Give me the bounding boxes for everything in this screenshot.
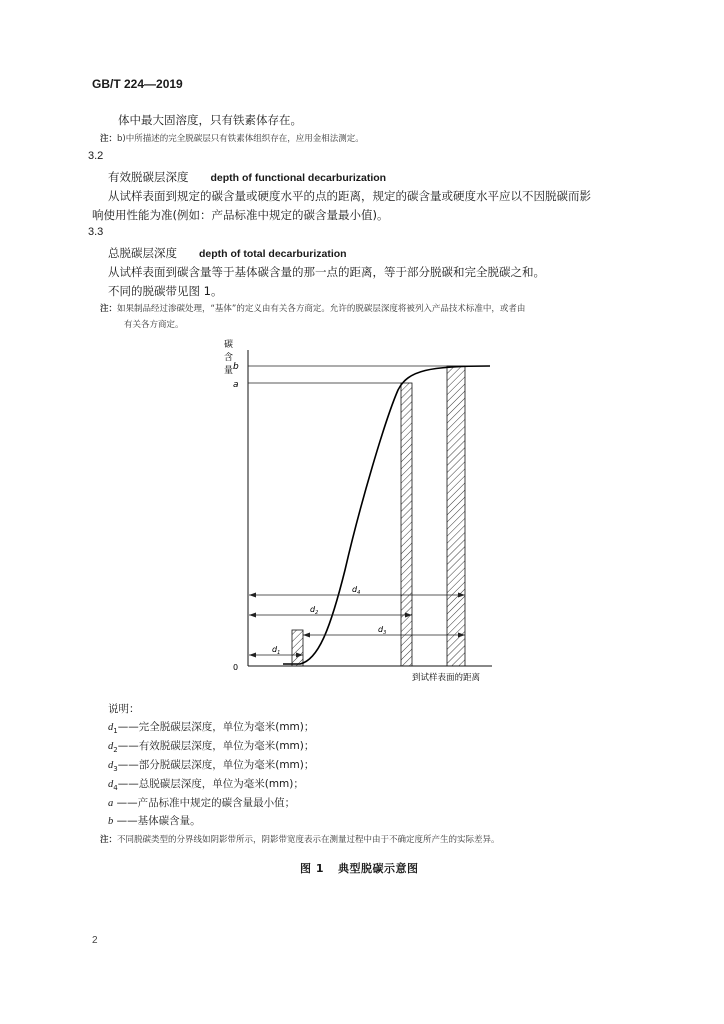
- note-3: [100, 833, 500, 845]
- y-mark-b: b: [233, 362, 239, 372]
- caption-title: 典型脱碳示意图: [337, 862, 419, 875]
- svg-text:d4: [352, 585, 360, 596]
- d3-subscript: 3: [383, 630, 387, 636]
- note-label: 注：: [100, 134, 118, 144]
- legend-symbol: d: [108, 779, 114, 790]
- dimension-d4: [249, 585, 465, 598]
- term-cn: 有效脱碳层深度: [108, 170, 189, 184]
- y-axis-label-char: 量: [224, 366, 234, 376]
- d1-subscript: 1: [277, 650, 281, 656]
- d2-subscript: 2: [315, 610, 319, 616]
- section-number: 3.3: [88, 226, 104, 238]
- standard-number: GB/T 224—2019: [92, 77, 183, 91]
- legend-text: ——总脱碳层深度，单位为毫米(mm)；: [117, 778, 304, 790]
- page-number: 2: [92, 935, 98, 946]
- legend-item: [108, 813, 201, 828]
- y-axis-label-char: 碳: [224, 340, 234, 350]
- legend-subscript: 2: [113, 746, 118, 755]
- definition-line: 从试样表面到碳含量等于基体碳含量的那一点的距离，等于部分脱碳和完全脱碳之和。: [108, 265, 545, 279]
- section-number: 3.2: [88, 150, 104, 162]
- legend-subscript: 1: [113, 727, 118, 736]
- legend-item: [108, 719, 314, 735]
- note-2-continued: 有关各方商定。: [124, 320, 184, 330]
- note-text: b)中所描述的完全脱碳层只有铁素体组织存在，应用金相法测定。: [117, 134, 364, 144]
- band-d4: [447, 366, 465, 666]
- term-cn: 总脱碳层深度: [108, 246, 177, 260]
- y-axis-label-char: 含: [224, 353, 234, 363]
- legend-subscript: 4: [113, 784, 118, 793]
- svg-text:d3: [378, 625, 386, 636]
- definition-line: 响使用性能为准(例如：产品标准中规定的碳含量最小值)。: [92, 208, 389, 222]
- svg-text:d2: [310, 605, 318, 616]
- svg-text:d1: [272, 645, 280, 656]
- dimension-d2: [249, 605, 412, 618]
- legend-item: [108, 757, 314, 773]
- x-axis-label: 到试样表面的距离: [412, 673, 481, 683]
- legend-symbol: b: [108, 816, 114, 827]
- caption-number: 图 1: [300, 862, 324, 875]
- figure-caption: [300, 860, 418, 876]
- legend-title: 说明：: [108, 703, 140, 715]
- term-en: depth of functional decarburization: [210, 172, 387, 184]
- note-text: 如果制品经过渗碳处理，“基体”的定义由有关各方商定。允许的脱碳层深度将被列入产品技术标准中，或者由: [117, 304, 526, 314]
- legend-text: ——基体碳含量。: [113, 815, 201, 827]
- legend-item: [108, 776, 304, 792]
- d4-symbol: d: [352, 585, 358, 594]
- legend-text: ——有效脱碳层深度，单位为毫米(mm)；: [117, 740, 315, 752]
- legend-symbol: a: [108, 798, 114, 809]
- y-mark-a: a: [233, 380, 239, 390]
- note-label: 注：: [100, 304, 118, 314]
- d2-symbol: d: [310, 605, 316, 614]
- legend-text: ——部分脱碳层深度，单位为毫米(mm)；: [117, 759, 315, 771]
- legend-symbol: d: [108, 760, 114, 771]
- band-d2: [401, 383, 412, 666]
- term-en: depth of total decarburization: [199, 248, 347, 260]
- d3-symbol: d: [378, 625, 384, 634]
- intro-line: 体中最大固溶度，只有铁素体存在。: [118, 113, 302, 127]
- band-d1: [292, 630, 303, 666]
- d1-symbol: d: [272, 645, 278, 654]
- legend-text: ——产品标准中规定的碳含量最小值；: [113, 797, 296, 809]
- definition-line: 从试样表面到规定的碳含量或硬度水平的点的距离，规定的碳含量或硬度水平应以不因脱碳而影: [108, 189, 591, 203]
- legend-item: [108, 738, 314, 754]
- note-label: 注：: [100, 835, 118, 845]
- legend-item: [108, 795, 295, 810]
- d4-subscript: 4: [357, 590, 361, 596]
- origin-label: 0: [233, 663, 239, 672]
- definition-line: 不同的脱碳带见图 1。: [108, 284, 223, 298]
- legend-symbol: d: [108, 722, 114, 733]
- legend-text: ——完全脱碳层深度，单位为毫米(mm)；: [117, 721, 315, 733]
- legend-subscript: 3: [113, 765, 118, 774]
- legend-symbol: d: [108, 741, 114, 752]
- note-text: 不同脱碳类型的分界线如阴影带所示，阴影带宽度表示在测量过程中由于不确定度所产生的实际差异。: [117, 835, 500, 845]
